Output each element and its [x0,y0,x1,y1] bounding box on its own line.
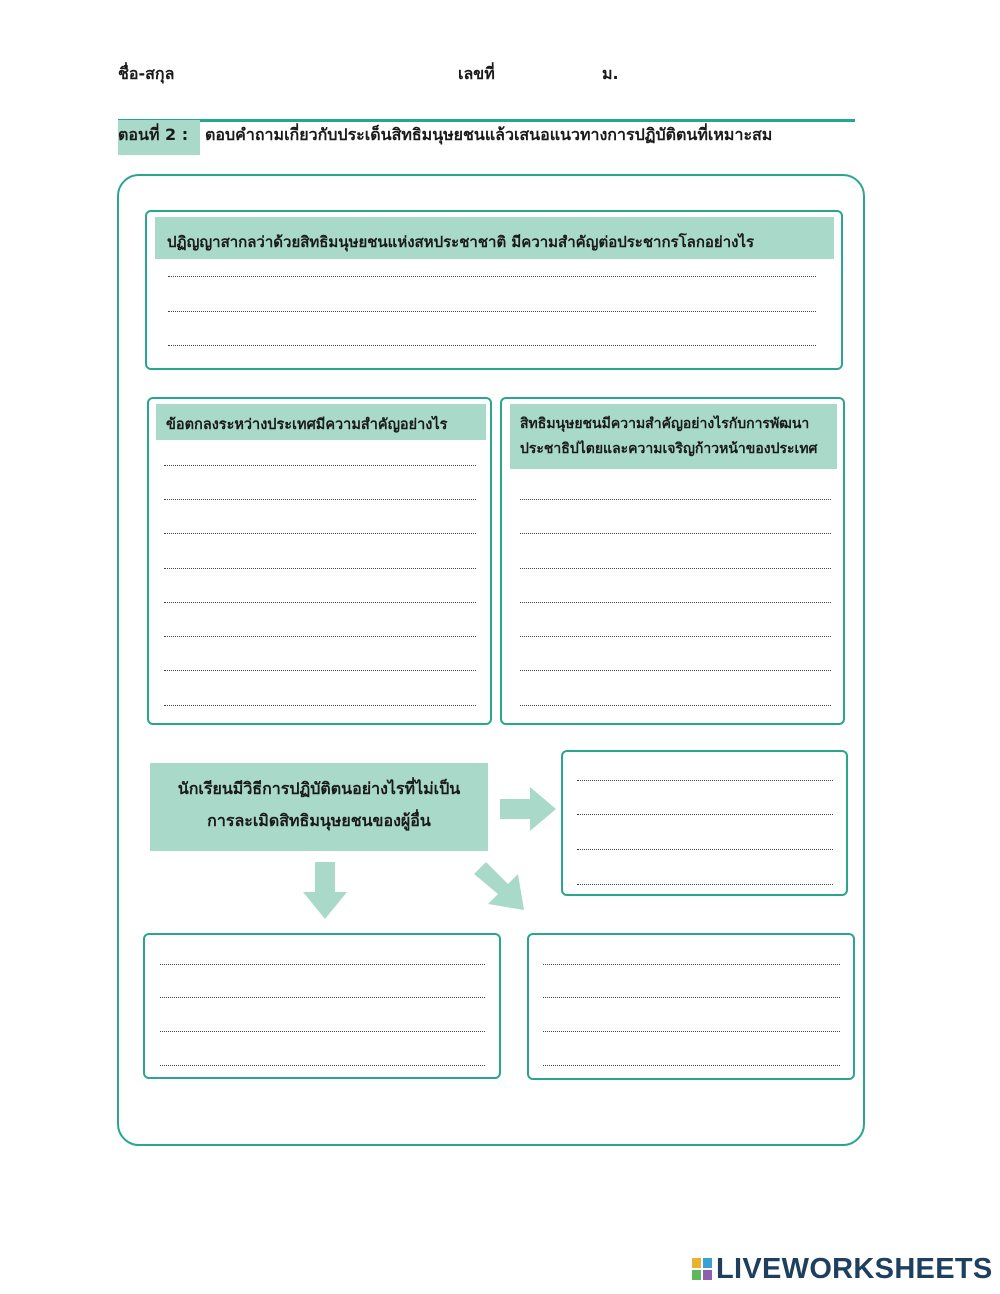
answer-line[interactable] [168,276,816,277]
answer-line[interactable] [577,780,833,781]
question-3-title [510,404,837,469]
answer-line[interactable] [520,670,831,671]
part-instruction: ตอบคำถามเกี่ยวกับประเด็นสิทธิมนุษยชนแล้วเสนอแนวทางการปฏิบัติตนที่เหมาะสม [205,125,773,144]
question-2-box [147,397,492,725]
question-3-title-line-1: สิทธิมนุษยชนมีความสำคัญอย่างไรกับการพัฒนา [520,416,810,432]
answer-line[interactable] [160,964,485,965]
answer-box-right [561,750,848,896]
answer-line[interactable] [160,1065,485,1066]
answer-line[interactable] [164,636,476,637]
answer-line[interactable] [543,997,840,998]
answer-line[interactable] [160,1031,485,1032]
answer-line[interactable] [520,499,831,500]
question-1-title: ปฏิญญาสากลว่าด้วยสิทธิมนุษยชนแห่งสหประชาชาติ มีความสำคัญต่อประชากรโลกอย่างไร [155,217,834,259]
question-4-prompt [150,763,488,851]
answer-line[interactable] [160,997,485,998]
answer-line[interactable] [520,705,831,706]
answer-line[interactable] [577,849,833,850]
answer-line[interactable] [168,311,816,312]
answer-box-bottom-left [143,933,501,1079]
answer-line[interactable] [164,602,476,603]
arrow-down-icon [302,862,348,920]
answer-line[interactable] [577,884,833,885]
liveworksheets-logo-icon [692,1258,712,1280]
arrow-down-right-icon [474,862,526,912]
answer-line[interactable] [520,568,831,569]
question-3-title-line-2: ประชาธิปไตยและความเจริญก้าวหน้าของประเทศ [520,441,818,457]
answer-line[interactable] [520,602,831,603]
question-4-title-line-1: นักเรียนมีวิธีการปฏิบัติตนอย่างไรที่ไม่เป็น [177,779,461,798]
answer-line[interactable] [164,465,476,466]
name-label: ชื่อ-สกุล [118,64,175,83]
class-label: ม. [602,64,619,83]
answer-line[interactable] [543,964,840,965]
answer-line[interactable] [520,533,831,534]
part-label: ตอนที่ 2 : [118,125,189,144]
number-label: เลขที่ [458,64,495,83]
answer-line[interactable] [164,533,476,534]
answer-box-bottom-right [527,933,855,1080]
answer-line[interactable] [577,814,833,815]
answer-line[interactable] [164,568,476,569]
header-divider [118,119,855,122]
answer-line[interactable] [168,345,816,346]
answer-line[interactable] [520,636,831,637]
question-2-title: ข้อตกลงระหว่างประเทศมีความสำคัญอย่างไร [156,404,486,440]
liveworksheets-logo-text: LIVEWORKSHEETS [716,1253,993,1285]
answer-line[interactable] [164,499,476,500]
answer-line[interactable] [164,705,476,706]
answer-line[interactable] [543,1065,840,1066]
question-4-title-line-2: การละเมิดสิทธิมนุษยชนของผู้อื่น [207,811,431,830]
answer-line[interactable] [164,670,476,671]
arrow-right-icon [500,787,558,831]
answer-line[interactable] [543,1031,840,1032]
